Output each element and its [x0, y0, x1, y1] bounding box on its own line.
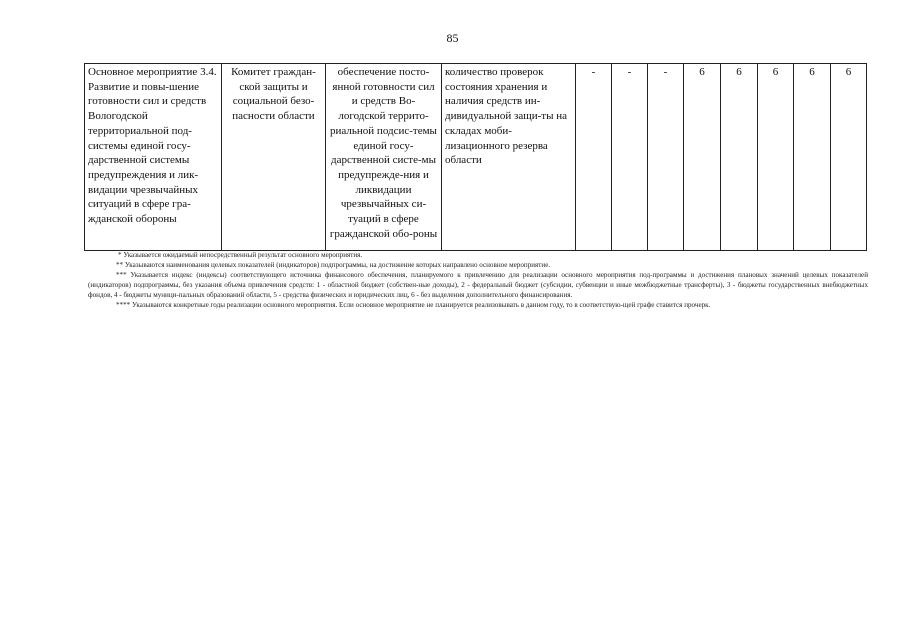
value-cell: 6 — [831, 64, 867, 251]
indicator-cell: количество проверок состояния хранения и наличия средств ин-дивидуальной защи-ты на складах моби-лизационного резерва области — [442, 64, 576, 251]
footnote: *** Указывается индекс (индексы) соответствующего источника финансового обеспечения, планируемого к привлечению для реализации основного мероприятия под-программы и достижения плановых значений целевых показателей (индикаторов) подпрограммы, без указания объема привлечения средств: 1 - областной бюджет (собствен-ные доходы), 2 - федеральный бюджет (субсидии, субвенции и иные межбюджетные трансферты), 3 - бюджеты государственных внебюджетных фондов, 4 - бюджеты муници-пальных образований области, 5 - средства физических и юридических лиц, 6 - без выделения дополнительного финансирования. — [88, 270, 868, 299]
measure-name-cell: Основное мероприятие 3.4. Развитие и повы-шение готовности сил и средств Вологодской территориальной под-системы единой госу-дарственной системы предупреждения и лик-видации чрезвычайных ситуаций в сфере гра-жданской обороны — [85, 64, 222, 251]
footnote: * Указывается ожидаемый непосредственный результат основного мероприятия. — [118, 251, 363, 259]
footnote: **** Указываются конкретные годы реализации основного мероприятия. Если основное мероприятие не планируется реализовывать в данном году, то в соответствую-щей графе ставится прочерк. — [116, 300, 711, 309]
executor-cell: Комитет граждан-ской защиты и социальной безо-пасности области — [222, 64, 326, 251]
value-cell: - — [648, 64, 684, 251]
expected-result-cell: обеспечение посто-янной готовности сил и средств Во-логодской террито-риальной подсис-темы единой госу-дарственной систе-мы предупрежде-ния и ликвидации чрезвычайных си-туаций в сфере гражданской обо-роны — [326, 64, 442, 251]
program-measures-table — [84, 63, 867, 251]
value-cell: 6 — [721, 64, 758, 251]
footnote: ** Указываются наименования целевых показателей (индикаторов) подпрограммы, на достижение которых направлено основное мероприятие. — [116, 260, 551, 269]
value-cell: - — [576, 64, 612, 251]
footnotes — [88, 251, 868, 310]
value-cell: - — [612, 64, 648, 251]
value-cell: 6 — [684, 64, 721, 251]
page-number: 85 — [446, 31, 459, 45]
value-cell: 6 — [758, 64, 794, 251]
value-cell: 6 — [794, 64, 831, 251]
table-row — [85, 64, 867, 251]
